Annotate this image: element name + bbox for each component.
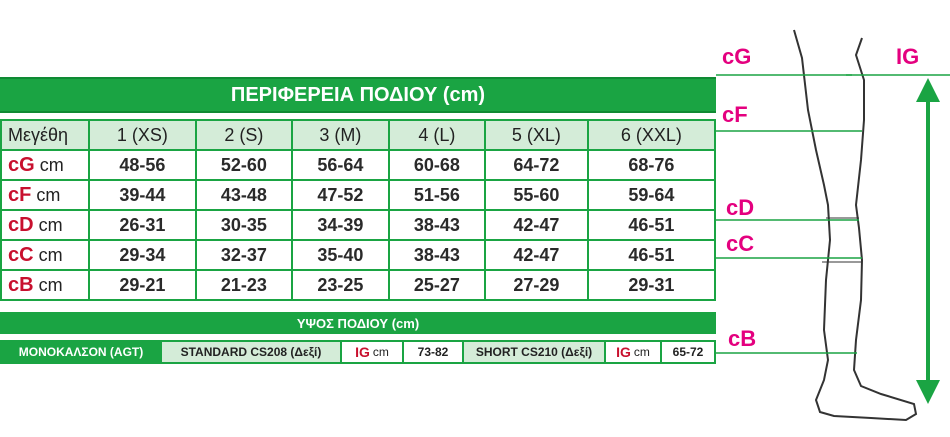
row-unit: cm [38, 274, 63, 295]
row-code: cD [8, 213, 34, 236]
table-cell: 56-64 [293, 151, 387, 179]
table-cell: 35-40 [293, 241, 387, 269]
table-cell: 52-60 [197, 151, 291, 179]
row-label [2, 181, 88, 209]
ig-unit: cm [372, 345, 389, 359]
size-header: 4 (L) [390, 121, 484, 149]
table-cell: 68-76 [589, 151, 714, 179]
table-cell: 43-48 [197, 181, 291, 209]
row-unit: cm [36, 184, 61, 205]
table-cell: 64-72 [486, 151, 587, 179]
table-cell: 42-47 [486, 241, 587, 269]
leg-diagram [716, 0, 950, 437]
table-cell: 29-31 [589, 271, 714, 299]
table-cell: 38-43 [390, 211, 484, 239]
size-header: 3 (M) [293, 121, 387, 149]
header-label: Μεγέθη [2, 121, 88, 149]
table-cell: 55-60 [486, 181, 587, 209]
table-cell: 26-31 [90, 211, 195, 239]
label-cd: cD [726, 195, 755, 220]
table-cell: 47-52 [293, 181, 387, 209]
label-cg: cG [722, 44, 752, 69]
table-cell: 38-43 [390, 241, 484, 269]
size-header: 2 (S) [197, 121, 291, 149]
standard-ig-cell [342, 342, 402, 362]
agt-row [0, 340, 716, 364]
label-cb: cB [728, 326, 757, 351]
table-cell: 46-51 [589, 241, 714, 269]
ig-arrow-down-icon [916, 380, 940, 404]
agt-label: ΜΟΝΟΚΑΛΣΟΝ (AGT) [2, 342, 160, 362]
height-title: ΥΨΟΣ ΠΟΔΙΟΥ (cm) [0, 312, 716, 334]
row-code: cB [8, 273, 34, 296]
leg-front-outline [794, 30, 916, 420]
table-row [2, 181, 714, 209]
table-cell: 32-37 [197, 241, 291, 269]
table-row [2, 151, 714, 179]
table-cell: 21-23 [197, 271, 291, 299]
standard-label: STANDARD CS208 (Δεξί) [162, 342, 340, 362]
row-code: cG [8, 153, 35, 176]
table-cell: 59-64 [589, 181, 714, 209]
table-cell: 29-34 [90, 241, 195, 269]
row-label [2, 271, 88, 299]
row-code: cF [8, 183, 32, 206]
short-label: SHORT CS210 (Δεξί) [464, 342, 604, 362]
table-cell: 27-29 [486, 271, 587, 299]
size-header: 6 (XXL) [589, 121, 714, 149]
label-cc: cC [726, 231, 755, 256]
table-header-row [2, 121, 714, 149]
table-row [2, 271, 714, 299]
table-cell: 34-39 [293, 211, 387, 239]
table-cell: 30-35 [197, 211, 291, 239]
table-cell: 29-21 [90, 271, 195, 299]
label-cf: cF [722, 102, 748, 127]
label-ig: IG [896, 44, 920, 69]
size-header: 1 (XS) [90, 121, 195, 149]
ig-arrow-up-icon [916, 78, 940, 102]
short-ig-cell [606, 342, 660, 362]
ig-unit: cm [633, 345, 650, 359]
row-label [2, 241, 88, 269]
row-label [2, 151, 88, 179]
table-cell: 48-56 [90, 151, 195, 179]
ig-code: IG [616, 344, 631, 360]
table-cell: 42-47 [486, 211, 587, 239]
circumference-title: ΠΕΡΙΦΕΡΕΙΑ ΠΟΔΙΟΥ (cm) [0, 77, 716, 113]
size-header: 5 (XL) [486, 121, 587, 149]
standard-value: 73-82 [404, 342, 462, 362]
row-code: cC [8, 243, 34, 266]
row-unit: cm [38, 214, 63, 235]
table-cell: 23-25 [293, 271, 387, 299]
table-cell: 39-44 [90, 181, 195, 209]
table-row [2, 211, 714, 239]
size-table [0, 119, 716, 301]
table-row [2, 241, 714, 269]
table-cell: 25-27 [390, 271, 484, 299]
row-unit: cm [38, 244, 63, 265]
row-unit: cm [39, 154, 64, 175]
table-cell: 51-56 [390, 181, 484, 209]
row-label [2, 211, 88, 239]
table-cell: 60-68 [390, 151, 484, 179]
short-value: 65-72 [662, 342, 714, 362]
ig-code: IG [355, 344, 370, 360]
table-cell: 46-51 [589, 211, 714, 239]
